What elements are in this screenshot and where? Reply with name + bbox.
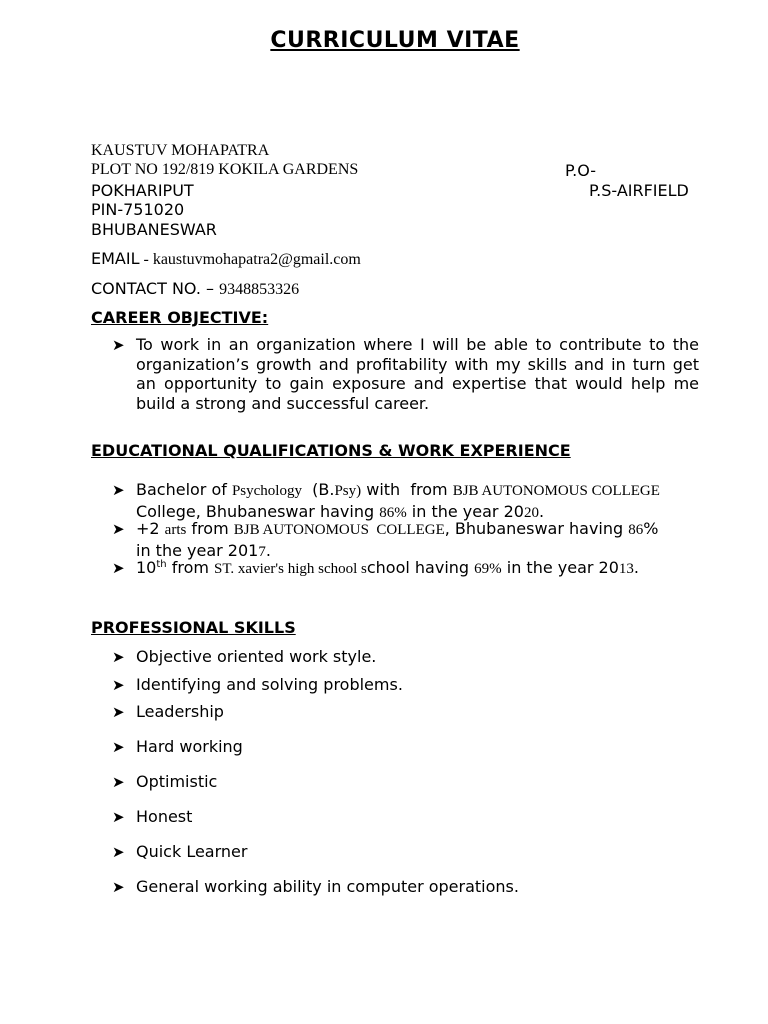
- bullet-arrow-icon: ➤: [112, 520, 125, 538]
- contact-label: CONTACT NO. –: [91, 279, 220, 298]
- address-line-2: POKHARIPUT: [91, 181, 194, 200]
- bullet-arrow-icon: ➤: [112, 808, 125, 826]
- professional-skills-heading: PROFESSIONAL SKILLS: [91, 618, 296, 637]
- email-line: [91, 249, 361, 269]
- bullet-arrow-icon: ➤: [112, 878, 125, 896]
- police-station-label: P.S-AIRFIELD: [589, 181, 689, 200]
- phone-value: 9348853326: [219, 281, 300, 298]
- skill-item: General working ability in computer operations.: [136, 877, 519, 896]
- bullet-arrow-icon: ➤: [112, 843, 125, 861]
- skill-item: Objective oriented work style.: [136, 647, 377, 666]
- pin-code: PIN-751020: [91, 200, 185, 219]
- address-line-1: PLOT NO 192/819 KOKILA GARDENS: [91, 161, 359, 178]
- education-heading: EDUCATIONAL QUALIFICATIONS & WORK EXPERIENCE: [91, 441, 571, 460]
- skill-item: Optimistic: [136, 772, 218, 791]
- skill-item: Hard working: [136, 737, 243, 756]
- bullet-arrow-icon: ➤: [112, 481, 125, 499]
- bullet-arrow-icon: ➤: [112, 703, 125, 721]
- contact-line: [91, 279, 299, 299]
- bullet-arrow-icon: ➤: [112, 738, 125, 756]
- page-title: CURRICULUM VITAE: [270, 28, 520, 53]
- education-item-1: Bachelor of Psychology (B.Psy) with from BJB AUTONOMOUS COLLEGE College, Bhubaneswar having 86% in the year 2020.: [136, 480, 660, 521]
- city: BHUBANESWAR: [91, 220, 217, 239]
- bullet-arrow-icon: ➤: [112, 773, 125, 791]
- skill-item: Identifying and solving problems.: [136, 675, 403, 694]
- career-objective-text: To work in an organization where I will be able to contribute to the organization’s growth and profitability with my skills and in turn get an opportunity to gain exposure and expertise that would help me build a strong and successful career.: [136, 335, 699, 413]
- bullet-arrow-icon: ➤: [112, 559, 125, 577]
- email-value: kaustuvmohapatra2@gmail.com: [152, 251, 361, 268]
- bullet-arrow-icon: ➤: [112, 676, 125, 694]
- career-objective-heading: CAREER OBJECTIVE:: [91, 308, 269, 327]
- email-separator: -: [139, 251, 153, 268]
- contact-name: KAUSTUV MOHAPATRA: [91, 142, 270, 159]
- education-item-2: +2 arts from BJB AUTONOMOUS COLLEGE, Bhubaneswar having 86% in the year 2017.: [136, 519, 659, 560]
- post-office-label: P.O-: [565, 161, 597, 180]
- bullet-arrow-icon: ➤: [112, 648, 125, 666]
- email-label: EMAIL: [91, 249, 140, 268]
- bullet-arrow-icon: ➤: [112, 336, 125, 354]
- skill-item: Honest: [136, 807, 193, 826]
- skill-item: Quick Learner: [136, 842, 248, 861]
- skill-item: Leadership: [136, 702, 224, 721]
- education-item-3: 10th from ST. xavier's high school school having 69% in the year 2013.: [136, 558, 639, 577]
